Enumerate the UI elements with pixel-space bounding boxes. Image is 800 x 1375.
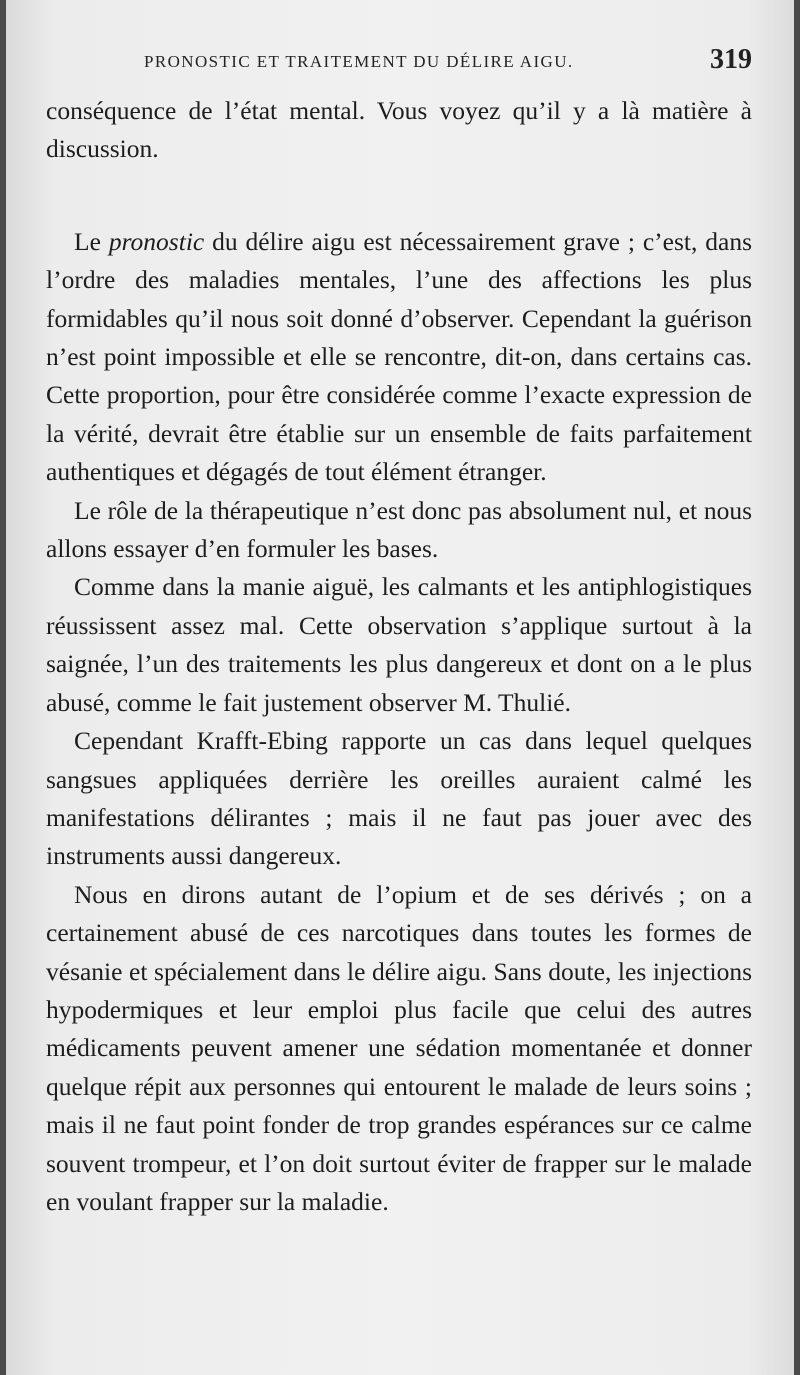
paragraph-krafft-ebing: Cependant Krafft-Ebing rapporte un cas dans lequel quelques sangsues appliquées derrière les oreilles auraient calmé les manifestations délirantes ; mais il ne faut pas jouer avec des instruments aussi dangereux. xyxy=(46,726,752,871)
page-number: 319 xyxy=(710,44,752,75)
italic-term: pronostic xyxy=(108,226,205,256)
body-text xyxy=(46,92,752,1221)
paragraph-text: du délire aigu est nécessairement grave ; c’est, dans l’ordre des maladies mentales, l’une des affections les plus formidables qu’il nous soit donné d’observer. Cependant la guérison n’est point impossible et elle se rencontre, dit-on, dans certains cas. Cette proportion, pour être considérée comme l’exacte expression de la vérité, devrait être établie sur un ensemble de faits parfaitement authentiques et dégagés de tout élément étranger. xyxy=(46,226,752,487)
paragraph-gap xyxy=(46,169,752,223)
paragraph-pronostic xyxy=(46,223,752,492)
paragraph-lead: Le xyxy=(74,226,109,256)
running-title: PRONOSTIC ET TRAITEMENT DU DÉLIRE AIGU. xyxy=(144,52,574,71)
paragraph-therapeutique: Le rôle de la thérapeutique n’est donc pas absolument nul, et nous allons essayer d’en formuler les bases. xyxy=(46,495,752,564)
page-header xyxy=(46,42,752,82)
paragraph-opium: Nous en dirons autant de l’opium et de ses dérivés ; on a certainement abusé de ces narcotiques dans toutes les formes de vésanie et spécialement dans le délire aigu. Sans doute, les injections hypodermiques et leur emploi plus facile que celui des autres médicaments peuvent amener une sédation momentanée et donner quelque répit aux personnes qui entourent le malade de leurs soins ; mais il ne faut point fonder de trop grandes espérances sur ce calme souvent trompeur, et l’on doit surtout éviter de frapper sur le malade en voulant frapper sur la maladie. xyxy=(46,879,752,1216)
book-page xyxy=(6,0,794,1375)
paragraph-continuation: conséquence de l’état mental. Vous voyez qu’il y a là matière à discussion. xyxy=(46,96,752,164)
paragraph-calmants: Comme dans la manie aiguë, les calmants et les antiphlogistiques réussissent assez mal. Cette observation s’applique surtout à la saignée, l’un des traitements les plus dangereux et dont on a le plus abusé, comme le fait justement observer M. Thulié. xyxy=(46,572,752,717)
